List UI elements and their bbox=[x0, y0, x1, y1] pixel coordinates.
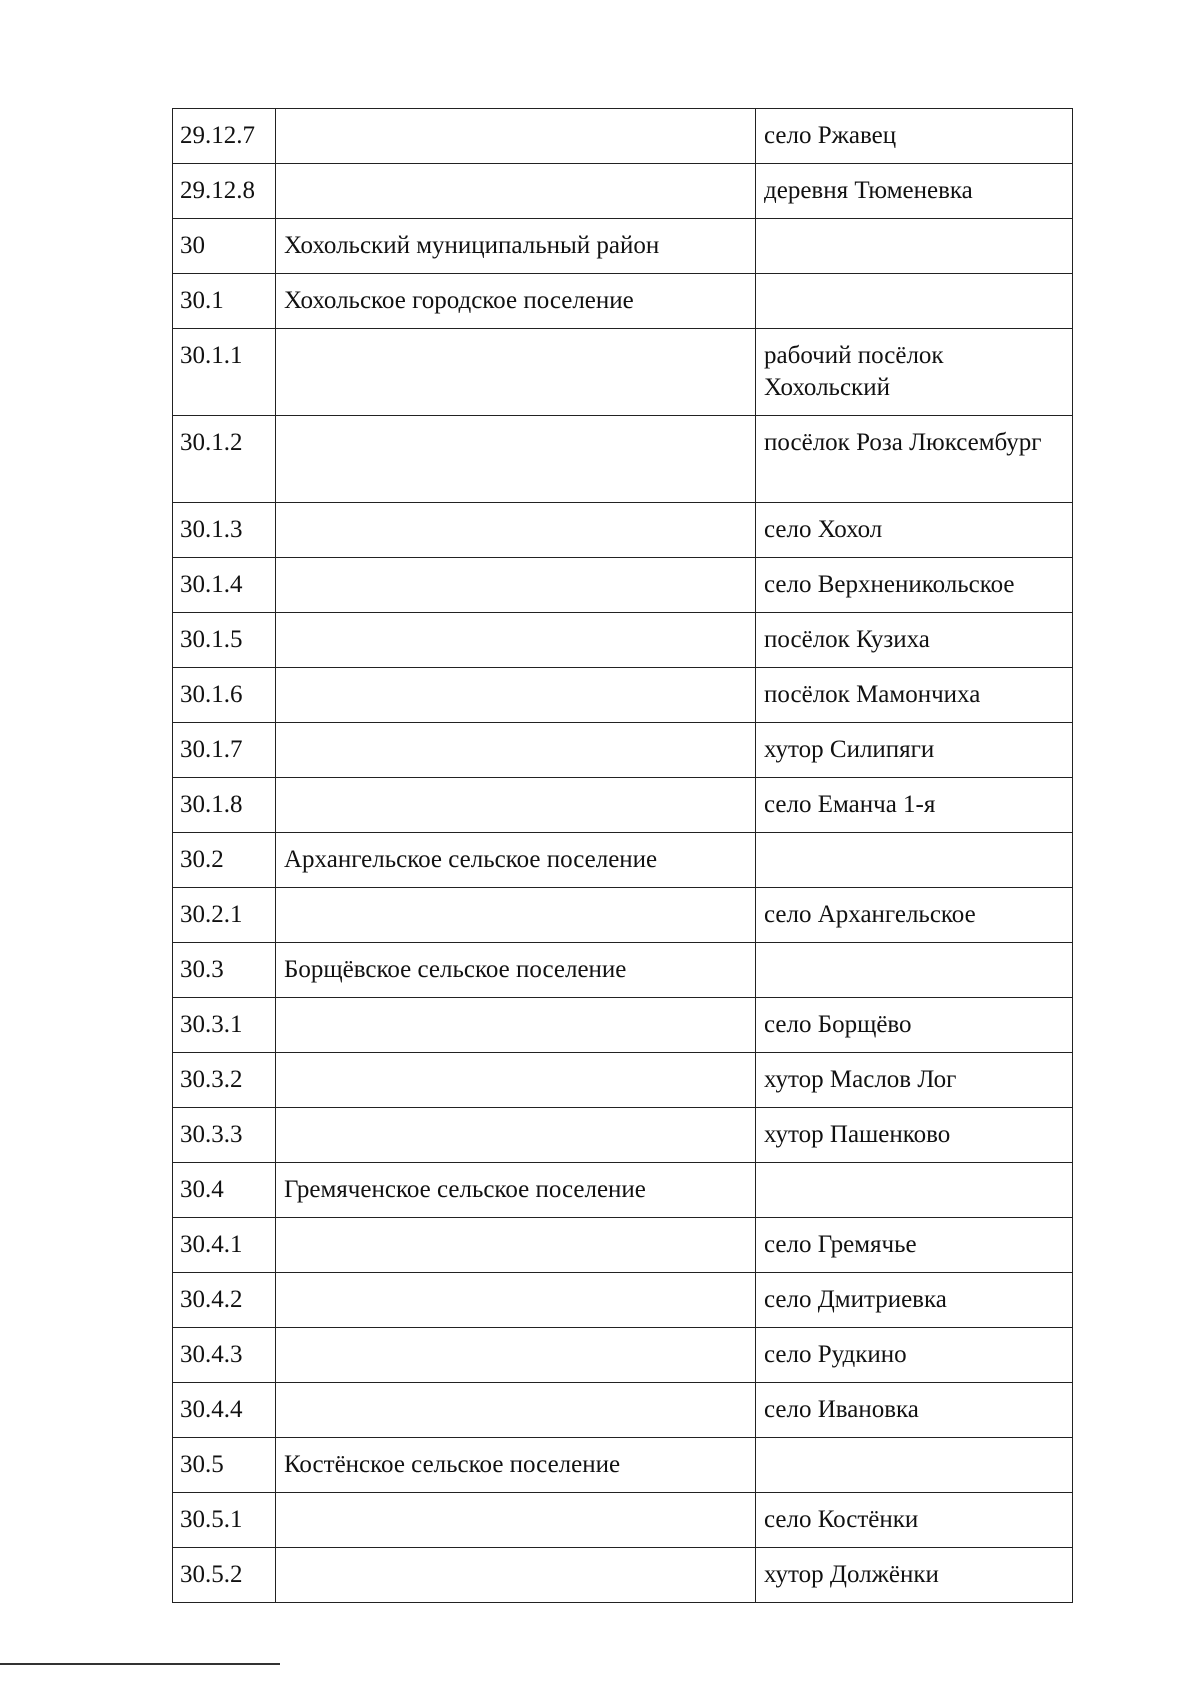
table-row bbox=[173, 109, 1073, 164]
row-number-cell: 29.12.7 bbox=[173, 109, 276, 164]
settlement-cell: село Костёнки bbox=[756, 1493, 1073, 1548]
settlement-cell: село Гремячье bbox=[756, 1218, 1073, 1273]
table-row bbox=[173, 558, 1073, 613]
table-body bbox=[173, 109, 1073, 1603]
table-row bbox=[173, 778, 1073, 833]
settlement-cell: село Верхненикольское bbox=[756, 558, 1073, 613]
settlement-cell: хутор Силипяги bbox=[756, 723, 1073, 778]
unit-name-cell bbox=[276, 888, 756, 943]
settlement-cell: хутор Маслов Лог bbox=[756, 1053, 1073, 1108]
table-row bbox=[173, 833, 1073, 888]
unit-name-cell bbox=[276, 503, 756, 558]
table-row bbox=[173, 219, 1073, 274]
row-number-cell: 30.1.7 bbox=[173, 723, 276, 778]
settlement-cell: село Еманча 1-я bbox=[756, 778, 1073, 833]
settlement-cell: посёлок Роза Люксембург bbox=[756, 416, 1073, 503]
table-row bbox=[173, 723, 1073, 778]
table-row bbox=[173, 668, 1073, 723]
unit-name-cell bbox=[276, 558, 756, 613]
unit-name-cell: Хохольское городское поселение bbox=[276, 274, 756, 329]
row-number-cell: 30.1.8 bbox=[173, 778, 276, 833]
row-number-cell: 30.4.2 bbox=[173, 1273, 276, 1328]
unit-name-cell bbox=[276, 1218, 756, 1273]
table-row bbox=[173, 1273, 1073, 1328]
settlement-cell: рабочий посёлок Хохольский bbox=[756, 329, 1073, 416]
unit-name-cell: Борщёвское сельское поселение bbox=[276, 943, 756, 998]
unit-name-cell bbox=[276, 109, 756, 164]
table-row bbox=[173, 416, 1073, 503]
settlement-cell: деревня Тюменевка bbox=[756, 164, 1073, 219]
unit-name-cell: Архангельское сельское поселение bbox=[276, 833, 756, 888]
unit-name-cell bbox=[276, 1053, 756, 1108]
row-number-cell: 30.1.5 bbox=[173, 613, 276, 668]
unit-name-cell bbox=[276, 1273, 756, 1328]
row-number-cell: 30.1.4 bbox=[173, 558, 276, 613]
row-number-cell: 30.4.3 bbox=[173, 1328, 276, 1383]
unit-name-cell bbox=[276, 1493, 756, 1548]
row-number-cell: 30.3.2 bbox=[173, 1053, 276, 1108]
table-row bbox=[173, 1548, 1073, 1603]
settlement-cell bbox=[756, 274, 1073, 329]
row-number-cell: 30.2 bbox=[173, 833, 276, 888]
settlement-cell bbox=[756, 219, 1073, 274]
table-row bbox=[173, 164, 1073, 219]
settlement-cell: село Хохол bbox=[756, 503, 1073, 558]
settlement-cell bbox=[756, 943, 1073, 998]
table-row bbox=[173, 1493, 1073, 1548]
footer-rule bbox=[0, 1663, 280, 1665]
unit-name-cell bbox=[276, 723, 756, 778]
table-row bbox=[173, 274, 1073, 329]
row-number-cell: 30.1.6 bbox=[173, 668, 276, 723]
unit-name-cell bbox=[276, 1328, 756, 1383]
unit-name-cell bbox=[276, 778, 756, 833]
table-row bbox=[173, 613, 1073, 668]
settlement-cell: хутор Должёнки bbox=[756, 1548, 1073, 1603]
row-number-cell: 30.4.4 bbox=[173, 1383, 276, 1438]
unit-name-cell bbox=[276, 1548, 756, 1603]
unit-name-cell bbox=[276, 164, 756, 219]
table-row bbox=[173, 503, 1073, 558]
row-number-cell: 30.3 bbox=[173, 943, 276, 998]
table-row bbox=[173, 1383, 1073, 1438]
table-row bbox=[173, 1438, 1073, 1493]
settlement-cell: село Ивановка bbox=[756, 1383, 1073, 1438]
row-number-cell: 30.1.1 bbox=[173, 329, 276, 416]
settlement-cell: село Дмитриевка bbox=[756, 1273, 1073, 1328]
row-number-cell: 30.1 bbox=[173, 274, 276, 329]
table-row bbox=[173, 329, 1073, 416]
row-number-cell: 30 bbox=[173, 219, 276, 274]
settlement-cell: село Ржавец bbox=[756, 109, 1073, 164]
row-number-cell: 30.4 bbox=[173, 1163, 276, 1218]
row-number-cell: 30.1.2 bbox=[173, 416, 276, 503]
settlement-cell bbox=[756, 833, 1073, 888]
settlements-table bbox=[172, 108, 1073, 1603]
unit-name-cell bbox=[276, 416, 756, 503]
settlement-cell: посёлок Мамончиха bbox=[756, 668, 1073, 723]
row-number-cell: 30.5.2 bbox=[173, 1548, 276, 1603]
table-row bbox=[173, 998, 1073, 1053]
table-row bbox=[173, 1163, 1073, 1218]
settlement-cell: село Архангельское bbox=[756, 888, 1073, 943]
row-number-cell: 30.5 bbox=[173, 1438, 276, 1493]
row-number-cell: 30.3.1 bbox=[173, 998, 276, 1053]
row-number-cell: 30.2.1 bbox=[173, 888, 276, 943]
unit-name-cell: Костёнское сельское поселение bbox=[276, 1438, 756, 1493]
table-row bbox=[173, 1218, 1073, 1273]
row-number-cell: 30.5.1 bbox=[173, 1493, 276, 1548]
unit-name-cell bbox=[276, 1383, 756, 1438]
settlement-cell: посёлок Кузиха bbox=[756, 613, 1073, 668]
table-row bbox=[173, 1328, 1073, 1383]
table-row bbox=[173, 888, 1073, 943]
unit-name-cell: Гремяченское сельское поселение bbox=[276, 1163, 756, 1218]
unit-name-cell bbox=[276, 1108, 756, 1163]
unit-name-cell bbox=[276, 329, 756, 416]
settlement-cell: село Рудкино bbox=[756, 1328, 1073, 1383]
settlement-cell bbox=[756, 1438, 1073, 1493]
settlement-cell: село Борщёво bbox=[756, 998, 1073, 1053]
settlement-cell bbox=[756, 1163, 1073, 1218]
unit-name-cell bbox=[276, 998, 756, 1053]
table-row bbox=[173, 1108, 1073, 1163]
row-number-cell: 30.1.3 bbox=[173, 503, 276, 558]
unit-name-cell: Хохольский муниципальный район bbox=[276, 219, 756, 274]
row-number-cell: 30.3.3 bbox=[173, 1108, 276, 1163]
settlement-cell: хутор Пашенково bbox=[756, 1108, 1073, 1163]
table-row bbox=[173, 943, 1073, 998]
table-row bbox=[173, 1053, 1073, 1108]
row-number-cell: 30.4.1 bbox=[173, 1218, 276, 1273]
row-number-cell: 29.12.8 bbox=[173, 164, 276, 219]
unit-name-cell bbox=[276, 613, 756, 668]
unit-name-cell bbox=[276, 668, 756, 723]
